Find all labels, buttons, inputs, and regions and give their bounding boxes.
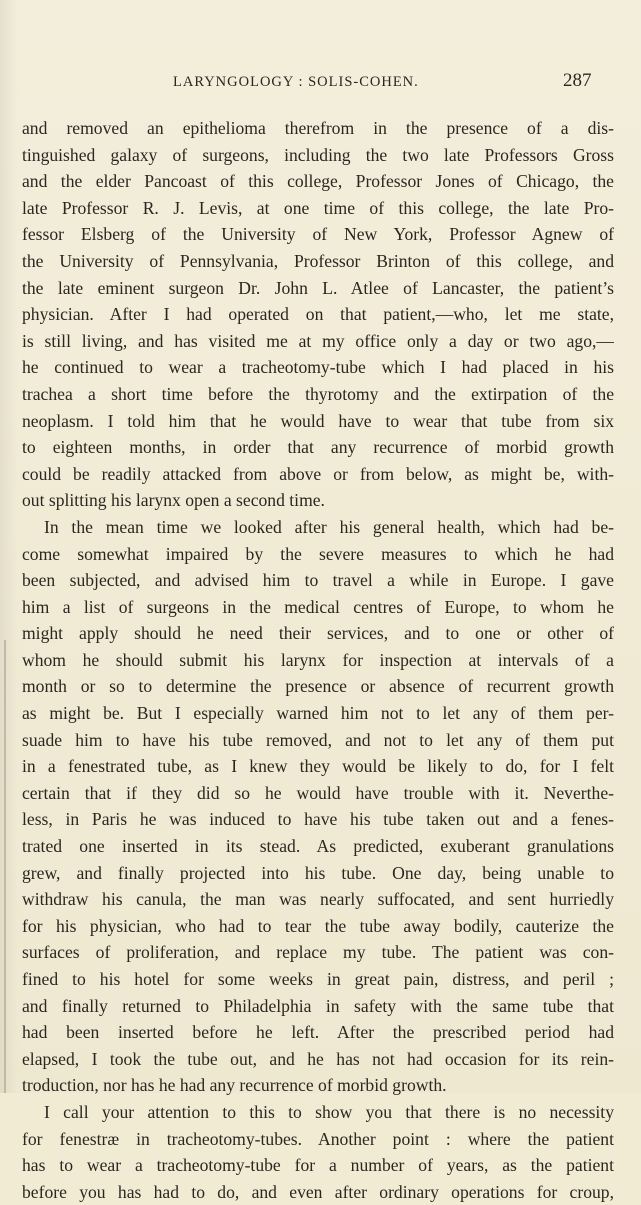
running-head: LARYNGOLOGY : SOLIS-COHEN. [173,74,419,90]
text-line: trated one inserted in its stead. As predicted, exuberant granulations [22,836,614,857]
text-line: for fenestræ in tracheotomy-tubes. Another point : where the patient [22,1128,614,1149]
text-line: in a fenestrated tube, as I knew they would be likely to do, for I felt [22,756,614,777]
body-text [22,115,614,1205]
text-line: troduction, nor has he had any recurrence of morbid growth. [22,1075,447,1096]
text-line: and the elder Pancoast of this college, Professor Jones of Chicago, the [22,171,614,192]
text-line: been subjected, and advised him to travel a while in Europe. I gave [22,570,614,591]
text-line: could be readily attacked from above or from below, as might be, with- [22,463,614,484]
page-header [0,70,641,98]
text-line: the late eminent surgeon Dr. John L. Atlee of Lancaster, the patient’s [22,277,614,298]
text-line: month or so to determine the presence or absence of recurrent growth [22,676,614,697]
text-line: neoplasm. I told him that he would have to wear that tube from six [22,410,614,431]
text-line: fessor Elsberg of the University of New York, Professor Agnew of [22,224,614,245]
text-line: and finally returned to Philadelphia in safety with the same tube that [22,995,614,1016]
text-line: as might be. But I especially warned him not to let any of them per- [22,703,614,724]
text-line: he continued to wear a tracheotomy-tube which I had placed in his [22,357,614,378]
text-line: suade him to have his tube removed, and not to let any of them put [22,729,614,750]
text-line: and removed an epithelioma therefrom in the presence of a dis- [22,118,614,138]
text-line: tinguished galaxy of surgeons, including the two late Professors Gross [22,144,614,165]
text-line: out splitting his larynx open a second time. [22,490,325,511]
text-line: before you has had to do, and even after ordinary operations for croup, [22,1181,614,1202]
text-line: physician. After I had operated on that patient,—who, let me state, [22,304,614,325]
text-line: grew, and finally projected into his tube. One day, being unable to [22,862,614,883]
text-line: less, in Paris he was induced to have his tube taken out and a fenes- [22,809,614,830]
binding-edge [4,640,6,1093]
text-line: come somewhat impaired by the severe measures to which he had [22,543,614,564]
text-line: trachea a short time before the thyrotomy and the extirpation of the [22,383,614,404]
text-line: elapsed, I took the tube out, and he has not had occasion for its rein- [22,1048,614,1069]
paragraph-start-line: I call your attention to this to show you that there is no necessity [44,1101,614,1122]
text-line: to eighteen months, in order that any recurrence of morbid growth [22,437,614,458]
text-line: might apply should he need their services, and to one or other of [22,623,614,644]
text-line: certain that if they did so he would have trouble with it. Neverthe- [22,782,614,803]
paragraph-start-line: In the mean time we looked after his general health, which had be- [44,516,614,537]
text-line: for his physician, who had to tear the tube away bodily, cauterize the [22,915,614,936]
text-line: him a list of surgeons in the medical centres of Europe, to whom he [22,596,614,617]
text-line: withdraw his canula, the man was nearly suffocated, and sent hurriedly [22,889,614,910]
text-line: had been inserted before he left. After the prescribed period had [22,1022,614,1043]
text-line: the University of Pennsylvania, Professor Brinton of this college, and [22,250,614,271]
text-line: fined to his hotel for some weeks in great pain, distress, and peril ; [22,969,614,989]
page-number: 287 [563,70,592,91]
text-line: late Professor R. J. Levis, at one time of this college, the late Pro- [22,197,614,218]
text-line: whom he should submit his larynx for inspection at intervals of a [22,649,614,670]
text-line: has to wear a tracheotomy-tube for a number of years, as the patient [22,1155,614,1176]
text-line: is still living, and has visited me at my office only a day or two ago,— [22,330,614,351]
text-line: surfaces of proliferation, and replace my tube. The patient was con- [22,942,614,963]
